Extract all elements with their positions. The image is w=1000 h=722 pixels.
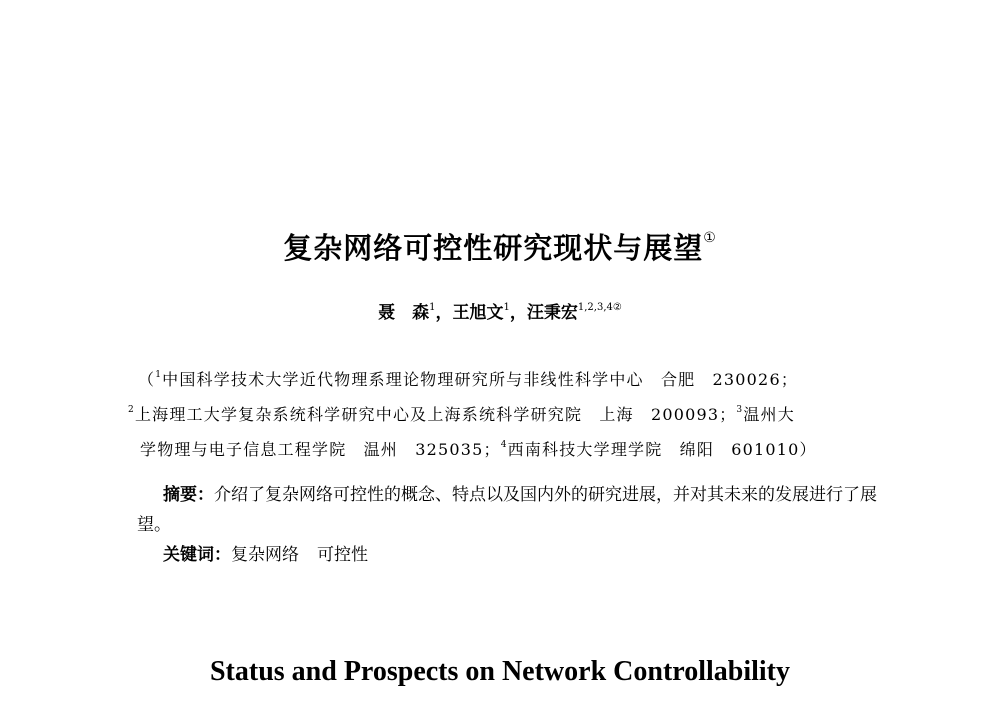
keyword: 复杂网络 [231, 545, 299, 565]
author-affiliation-mark: 1 [429, 302, 436, 313]
chinese-title [0, 226, 1000, 267]
abstract-paragraph [137, 480, 889, 540]
keyword: 可控性 [317, 545, 368, 565]
affiliation-line: $^2$上海理工大学复杂系统科学研究中心及上海系统科学研究院 上海 200093；$^3$温州大 [128, 405, 795, 424]
author-affiliation-mark: 1,2,3,4② [577, 302, 622, 313]
abstract [137, 480, 889, 540]
author-separator: ， [509, 303, 527, 323]
affiliation-line: （$^1$中国科学技术大学近代物理系理论物理研究所与非线性科学中心 合肥 230026； [138, 370, 799, 389]
keywords [163, 540, 368, 570]
english-title: Status and Prospects on Network Controllability [209, 656, 790, 687]
affiliations [128, 360, 888, 465]
abstract-label: 摘要： [163, 485, 214, 505]
chinese-title-text: 复杂网络可控性研究现状与展望 [283, 231, 704, 265]
abstract-text: 介绍了复杂网络可控性的概念、特点以及国内外的研究进展，并对其未来的发展进行了展望。 [137, 485, 877, 535]
author-separator: ， [435, 303, 453, 323]
title-footnote-mark: ① [703, 230, 717, 246]
author-affiliation-mark: 1 [503, 302, 510, 313]
author-name: 聂 森 [378, 303, 430, 323]
affiliation-line: 学物理与电子信息工程学院 温州 325035；$^4$西南科技大学理学院 绵阳 601010） [140, 440, 817, 459]
author-name: 王旭文 [452, 303, 504, 323]
author-name: 汪秉宏 [526, 303, 578, 323]
keywords-label: 关键词： [163, 545, 231, 565]
author-list [0, 298, 1000, 323]
